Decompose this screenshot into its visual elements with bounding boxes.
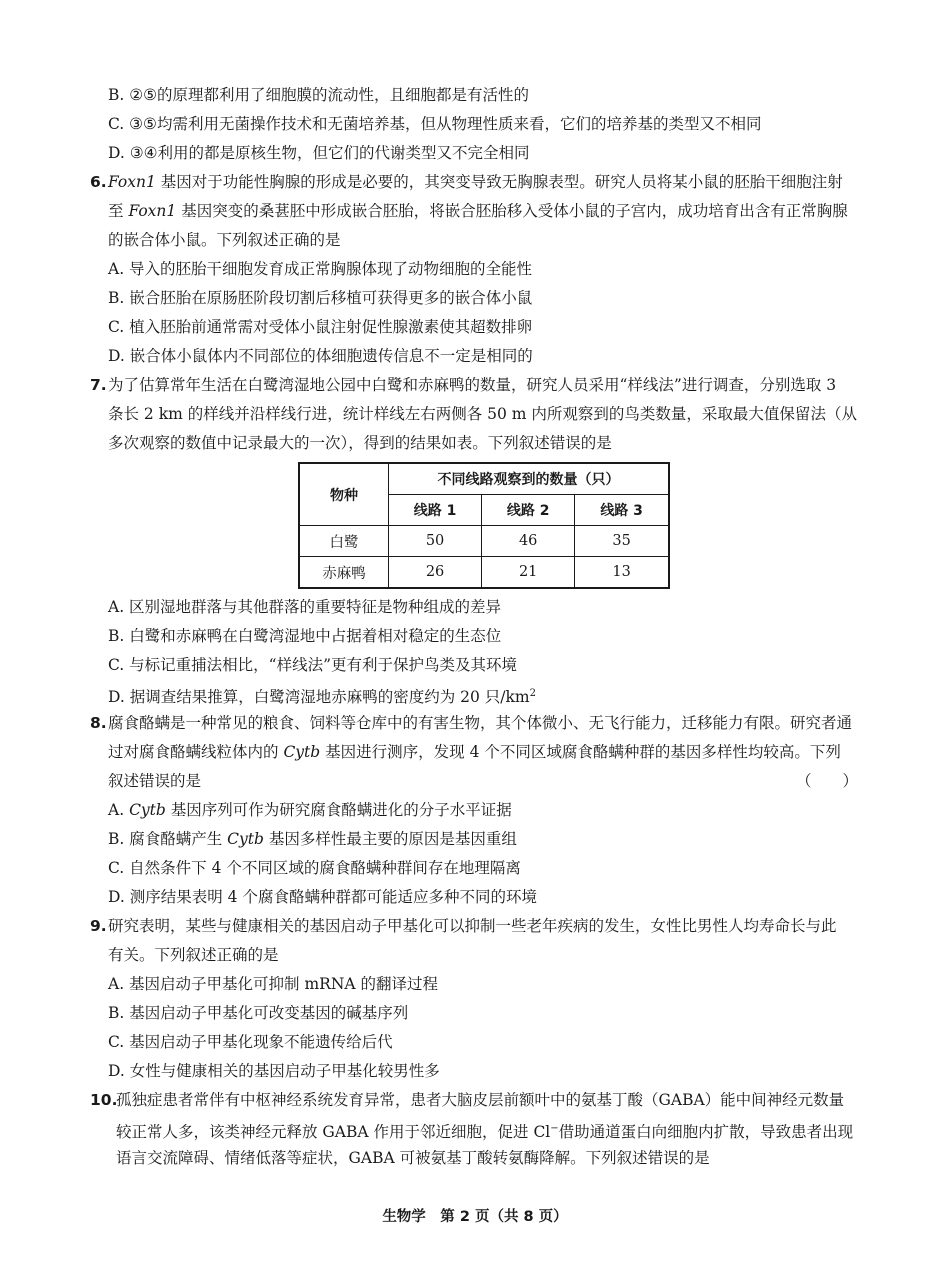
question-6-number: 6.	[90, 173, 107, 191]
question-8-option-a: A. Cytb 基因序列可作为研究腐食酪螨进化的分子水平证据	[108, 801, 512, 819]
question-7-stem-line1: 为了估算常年生活在白鹭湾湿地公园中白鹭和赤麻鸭的数量，研究人员采用“样线法”进行调查，分别选取 3	[108, 376, 837, 394]
species-header: 物种	[299, 463, 389, 526]
question-9-number: 9.	[90, 917, 107, 935]
count-cell: 13	[575, 557, 669, 589]
question-7-option-b: B. 白鹭和赤麻鸭在白鹭湾湿地中占据着相对稳定的生态位	[108, 627, 502, 645]
page-footer: 生物学 第 2 页（共 8 页）	[382, 1209, 568, 1225]
question-8-stem-line1: 腐食酪螨是一种常见的粮食、饲料等仓库中的有害生物，其个体微小、无飞行能力，迁移能力有限。研究者通	[108, 714, 853, 732]
question-8-stem-line3: 叙述错误的是	[108, 772, 202, 790]
question-6-stem-line2: 至 Foxn1 基因突变的桑葚胚中形成嵌合胚胎，将嵌合胚胎移入受体小鼠的子宫内，成功培育出含有正常胸腺	[108, 202, 848, 220]
question-8-number: 8.	[90, 714, 107, 732]
route-header: 线路 3	[575, 495, 669, 526]
question-7-option-a: A. 区别湿地群落与其他群落的重要特征是物种组成的差异	[108, 598, 502, 616]
count-cell: 46	[482, 526, 575, 557]
question-8-stem-line2: 过对腐食酪螨线粒体内的 Cytb 基因进行测序，发现 4 个不同区域腐食酪螨种群的基因多样性均较高。下列	[108, 743, 841, 761]
answer-bracket: （ ）	[795, 772, 858, 790]
count-cell: 50	[389, 526, 482, 557]
question-9-stem-line2: 有关。下列叙述正确的是	[108, 946, 279, 964]
gene-name: Cytb	[283, 743, 321, 761]
question-9-option-a: A. 基因启动子甲基化可抑制 mRNA 的翻译过程	[108, 975, 439, 993]
question-9-option-d: D. 女性与健康相关的基因启动子甲基化较男性多	[108, 1062, 440, 1080]
question-8-option-b: B. 腐食酪螨产生 Cytb 基因多样性最主要的原因是基因重组	[108, 830, 517, 848]
gene-name: Foxn1	[108, 173, 156, 191]
table-row	[299, 557, 669, 589]
question-8-option-c: C. 自然条件下 4 个不同区域的腐食酪螨种群间存在地理隔离	[108, 859, 521, 877]
gene-name: Foxn1	[128, 202, 177, 220]
question-10-stem-line1: 孤独症患者常伴有中枢神经系统发育异常，患者大脑皮层前额叶中的氨基丁酸（GABA）能中间神经元数量	[116, 1091, 845, 1109]
species-cell: 白鹭	[299, 526, 389, 557]
route-header: 线路 1	[389, 495, 482, 526]
count-cell: 21	[482, 557, 575, 589]
question-7-stem-line2: 条长 2 km 的样线并沿样线行进，统计样线左右两侧各 50 m 内所观察到的鸟类数量，采取最大值保留法（从	[108, 405, 857, 423]
question-10-stem-line3: 语言交流障碍、情绪低落等症状，GABA 可被氨基丁酸转氨酶降解。下列叙述错误的是	[116, 1149, 710, 1167]
prev-option-d: D. ③④利用的都是原核生物，但它们的代谢类型又不完全相同	[108, 144, 530, 162]
question-6-option-a: A. 导入的胚胎干细胞发育成正常胸腺体现了动物细胞的全能性	[108, 260, 533, 278]
question-7-option-d: D. 据调查结果推算，白鹭湾湿地赤麻鸭的密度约为 20 只$/km^2$	[108, 688, 536, 707]
question-8-option-d: D. 测序结果表明 4 个腐食酪螨种群都可能适应多种不同的环境	[108, 888, 537, 906]
count-cell: 35	[575, 526, 669, 557]
prev-option-c: C. ③⑤均需利用无菌操作技术和无菌培养基，但从物理性质来看，它们的培养基的类型又不相同	[108, 115, 762, 133]
gene-name: Cytb	[227, 830, 264, 848]
question-6-stem-line1: Foxn1 基因对于功能性胸腺的形成是必要的，其突变导致无胸腺表型。研究人员将某小鼠的胚胎干细胞注射	[108, 173, 843, 191]
table-row	[299, 526, 669, 557]
question-7-number: 7.	[90, 376, 107, 394]
question-9-stem-line1: 研究表明，某些与健康相关的基因启动子甲基化可以抑制一些老年疾病的发生，女性比男性人均寿命长与此	[108, 917, 837, 935]
question-6-stem-line3: 的嵌合体小鼠。下列叙述正确的是	[108, 231, 341, 249]
gene-name: Cytb	[129, 801, 166, 819]
superscript: −	[550, 1123, 559, 1134]
question-7-option-c: C. 与标记重捕法相比，“样线法”更有利于保护鸟类及其环境	[108, 656, 518, 674]
question-10-number: 10.	[90, 1091, 118, 1109]
question-7-stem-line3: 多次观察的数值中记录最大的一次），得到的结果如表。下列叙述错误的是	[108, 434, 612, 452]
route-header: 线路 2	[482, 495, 575, 526]
prev-option-b: B. ②⑤的原理都利用了细胞膜的流动性，且细胞都是有活性的	[108, 86, 530, 104]
table-header-row	[299, 463, 669, 495]
route-group-header: 不同线路观察到的数量（只）	[389, 463, 670, 495]
question-6-option-d: D. 嵌合体小鼠体内不同部位的体细胞遗传信息不一定是相同的	[108, 347, 533, 365]
count-cell: 26	[389, 557, 482, 589]
species-cell: 赤麻鸭	[299, 557, 389, 589]
question-10-stem-line2: 较正常人多，该类神经元释放 GABA 作用于邻近细胞，促进 Cl−借助通道蛋白向细胞内扩散，导致患者出现	[116, 1123, 854, 1142]
question-6-option-c: C. 植入胚胎前通常需对受体小鼠注射促性腺激素使其超数排卵	[108, 318, 533, 336]
question-9-option-c: C. 基因启动子甲基化现象不能遗传给后代	[108, 1033, 393, 1051]
question-9-option-b: B. 基因启动子甲基化可改变基因的碱基序列	[108, 1004, 409, 1022]
superscript: 2	[529, 688, 536, 699]
bird-count-table	[298, 462, 670, 589]
question-6-option-b: B. 嵌合胚胎在原肠胚阶段切割后移植可获得更多的嵌合体小鼠	[108, 289, 533, 307]
